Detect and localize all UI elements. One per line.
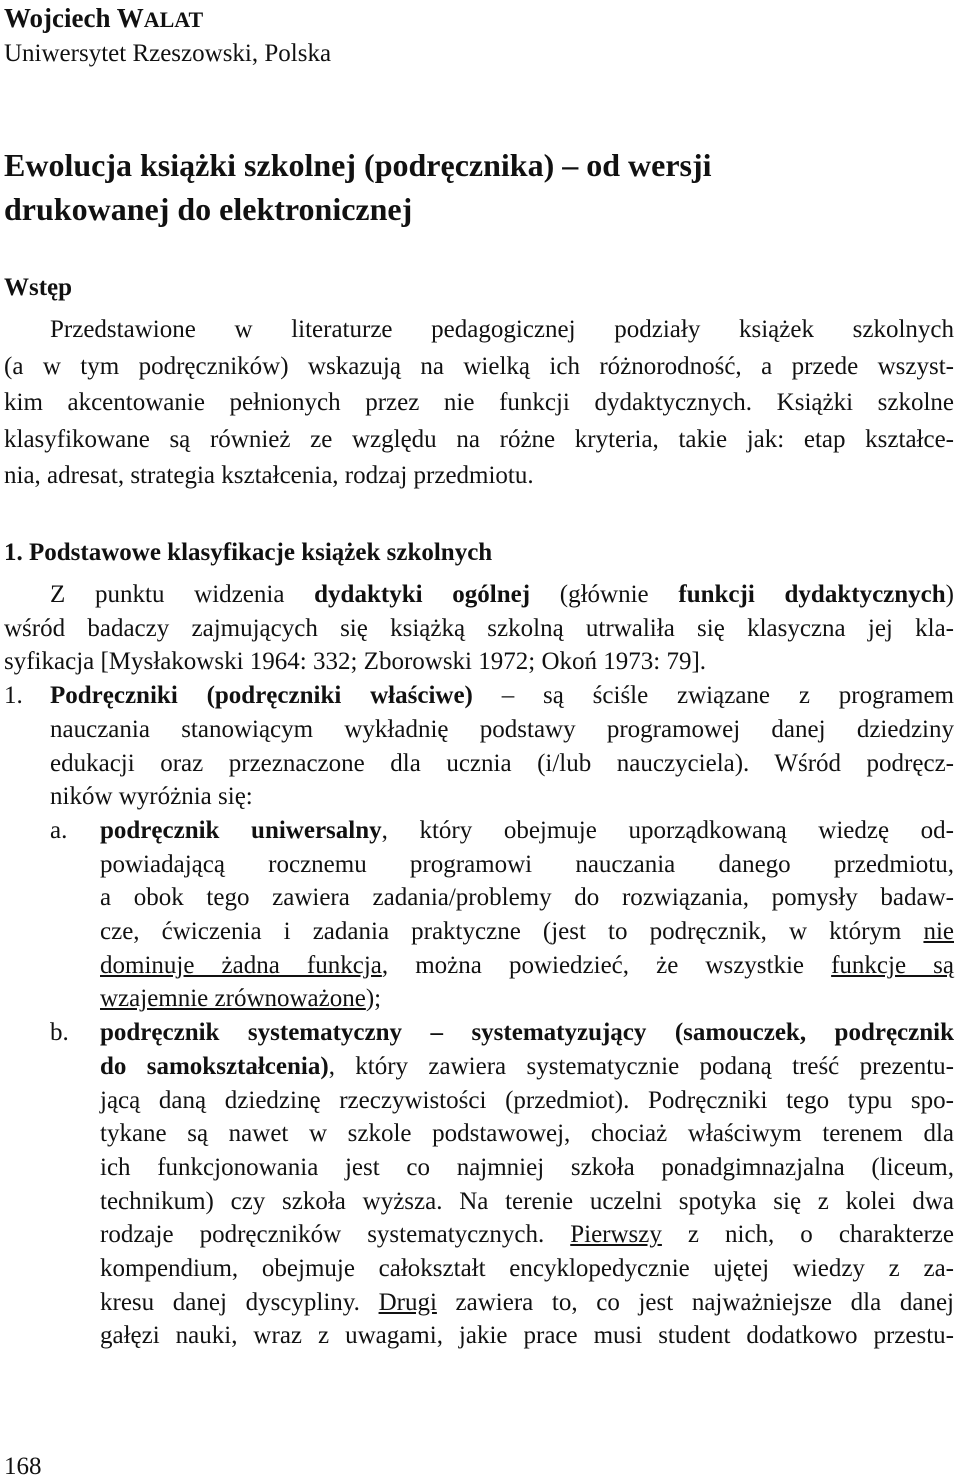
text-line xyxy=(4,1050,954,1084)
underlined-text: dominuje żadna funkcja xyxy=(100,951,382,979)
text-run: cze, ćwiczenia i zadania praktyczne (jest to podręcznik, w którym xyxy=(100,918,924,946)
list-item-a xyxy=(4,814,954,848)
author-affiliation: Uniwersytet Rzeszowski, Polska xyxy=(4,40,332,67)
text-run: ) xyxy=(945,581,954,608)
list-label: b. xyxy=(50,1019,69,1047)
text-line: klasyfikowane są również ze względu na różne kryteria, takie jak: etap kształce- xyxy=(4,425,954,453)
text-line: Przedstawione w literaturze pedagogicznej podziały książek szkolnych xyxy=(50,316,954,343)
underlined-text: Pierwszy xyxy=(570,1221,662,1249)
author-first: Wojciech xyxy=(4,3,117,33)
text-line: gałęzi nauki, wraz z uwagami, jakie prace musi student dodatkowo przestu- xyxy=(100,1322,954,1350)
author-last-rest: ALAT xyxy=(143,7,204,32)
bold-term: podręcznik uniwersalny xyxy=(100,816,382,844)
text-line: nia, adresat, strategia kształcenia, rodzaj przedmiotu. xyxy=(4,462,534,490)
text-line: powiadającą rocznemu programowi nauczania danego przedmiotu, xyxy=(100,850,954,878)
text-line: a obok tego zawiera zadania/problemy do rozwiązania, pomysły badaw- xyxy=(100,884,954,912)
text-line xyxy=(4,1286,954,1320)
list-label: 1. xyxy=(4,682,23,710)
text-run: , który obejmuje uporządkowaną wiedzę od- xyxy=(381,816,954,844)
intro-heading: Wstęp xyxy=(4,274,73,301)
text-line: ich funkcjonowania jest co najmniej szkoła ponadgimnazjalna (liceum, xyxy=(100,1153,954,1181)
author-last-initial: W xyxy=(116,3,144,33)
text-line: nauczania stanowiącym wykładnię podstawy programowej danej dziedziny xyxy=(50,715,954,743)
text-run: kresu danej dyscypliny. xyxy=(100,1288,379,1316)
text-run: Z punktu widzenia xyxy=(50,581,315,608)
bold-term: funkcji dydaktycznych xyxy=(678,581,946,608)
page-number: 168 xyxy=(4,1453,42,1480)
text-line xyxy=(4,915,954,949)
bold-term: Podręczniki (podręczniki właściwe) xyxy=(50,682,473,710)
text-line xyxy=(4,578,954,612)
text-run: zawiera to, co jest najważniejsze dla danej xyxy=(436,1288,954,1316)
text-run: (głównie xyxy=(530,581,679,608)
underlined-text: Drugi xyxy=(378,1288,437,1316)
text-run: , który zawiera systematycznie podaną treść prezentu- xyxy=(328,1052,954,1080)
underlined-text: funkcje są xyxy=(831,951,954,979)
section-body xyxy=(4,578,954,1353)
list-label: a. xyxy=(50,816,68,844)
title-line: drukowanej do elektronicznej xyxy=(4,191,413,227)
text-line: kompendium, obejmuje całokształt encyklopedycznie ujętej wiedzy z za- xyxy=(100,1255,954,1283)
text-run: , można powiedzieć, że wszystkie xyxy=(381,951,832,979)
text-line: jącą daną dziedzinę rzeczywistości (przedmiot). Podręczniki tego typu spo- xyxy=(100,1086,954,1114)
author-name xyxy=(4,2,203,36)
paper-title xyxy=(4,143,944,231)
text-line: syfikacja [Mysłakowski 1964: 332; Zborowski 1972; Okoń 1973: 79]. xyxy=(4,648,707,676)
text-line xyxy=(4,1218,954,1252)
text-line xyxy=(4,982,954,1016)
list-item-1 xyxy=(4,679,954,713)
text-line: technikum) czy szkoła wyższa. Na terenie uczelni spotyka się z kolei dwa xyxy=(100,1187,954,1215)
text-run: – są ściśle związane z programem xyxy=(472,682,954,710)
text-run: z nich, o charakterze xyxy=(661,1221,954,1249)
text-run: ); xyxy=(365,985,382,1013)
title-line: Ewolucja książki szkolnej (podręcznika) – od wersji xyxy=(4,147,712,183)
text-line: edukacji oraz przeznaczone dla ucznia (i/lub nauczyciela). Wśród podręcz- xyxy=(50,749,954,777)
bold-term: podręcznik systematyczny – systematyzujący (samouczek, podręcznik xyxy=(100,1019,954,1047)
text-line: tykane są nawet w szkole podstawowej, chociaż właściwym terenem dla xyxy=(100,1120,954,1148)
text-line: ników wyróżnia się: xyxy=(50,783,253,811)
bold-term: dydaktyki ogólnej xyxy=(314,581,531,608)
text-run: rodzaje podręczników systematycznych. xyxy=(100,1221,571,1249)
text-line: wśród badaczy zajmujących się książką szkolną utrwaliła się klasyczna jej kla- xyxy=(4,614,954,642)
text-line: (a w tym podręczników) wskazują na wielką ich różnorodność, a przede wszyst- xyxy=(4,352,954,380)
text-line xyxy=(4,949,954,983)
underlined-text: wzajemnie zrównoważone xyxy=(100,985,366,1013)
underlined-text: nie xyxy=(923,918,954,946)
section-heading: 1. Podstawowe klasyfikacje książek szkolnych xyxy=(4,539,493,566)
text-line: kim akcentowanie pełnionych przez nie funkcji dydaktycznych. Książki szkolne xyxy=(4,389,954,417)
intro-paragraph xyxy=(4,312,954,495)
list-item-b xyxy=(4,1016,954,1050)
bold-term: do samokształcenia) xyxy=(100,1052,329,1080)
